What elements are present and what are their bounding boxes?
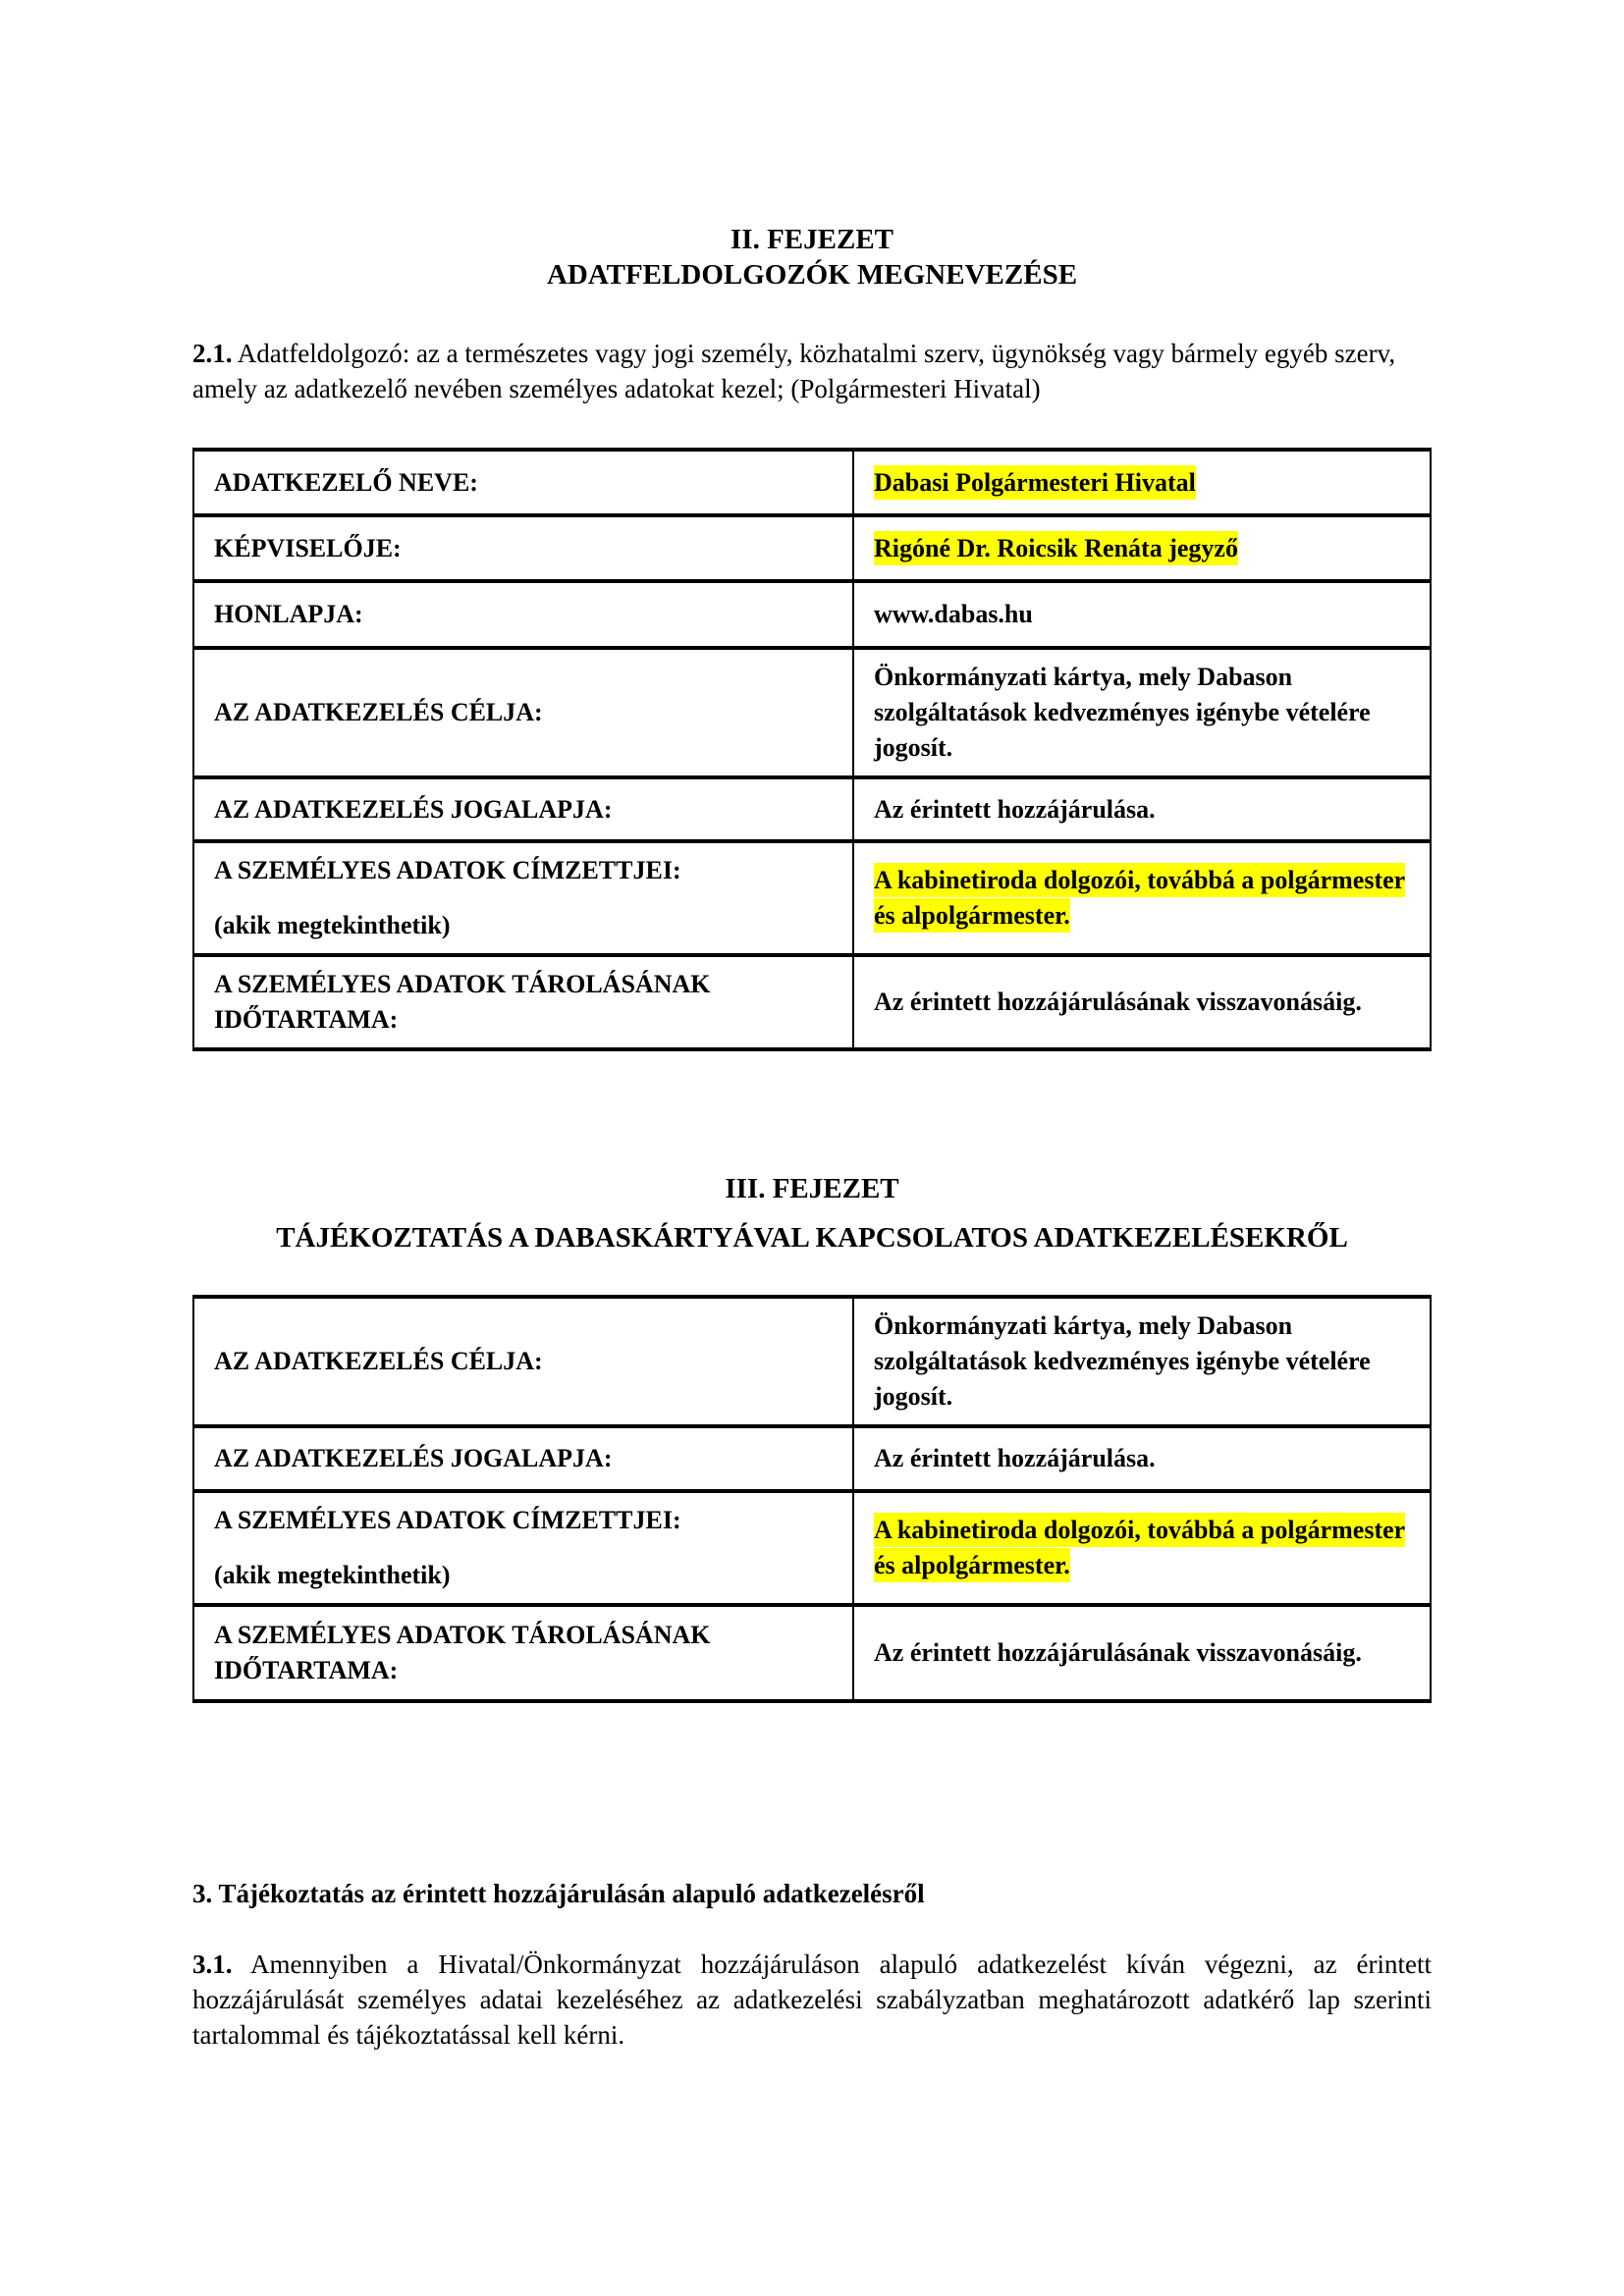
row-value: A kabinetiroda dolgozói, továbbá a polgármester és alpolgármester. <box>874 1513 1405 1582</box>
row-label-cell <box>193 1297 853 1426</box>
row-sublabel: (akik megtekinthetik) <box>214 911 451 939</box>
row-label: KÉPVISELŐJE: <box>214 533 402 562</box>
row-label-cell <box>193 841 853 955</box>
row-value: Az érintett hozzájárulása. <box>874 794 1156 824</box>
table-row <box>193 1297 1431 1426</box>
row-value-cell <box>853 1297 1431 1426</box>
row-label-cell <box>193 648 853 777</box>
chapter3-heading <box>192 1171 1432 1255</box>
chapter2-heading-line2: ADATFELDOLGOZÓK MEGNEVEZÉSE <box>546 259 1078 291</box>
row-label-cell <box>193 450 853 515</box>
table-row <box>193 581 1431 648</box>
row-value-cell <box>853 1426 1431 1491</box>
row-value-cell <box>853 450 1431 515</box>
row-value-cell <box>853 648 1431 777</box>
chapter3-heading-line1: III. FEJEZET <box>725 1173 899 1204</box>
row-label: A SZEMÉLYES ADATOK CÍMZETTJEI: <box>214 1506 681 1534</box>
table-row <box>193 1605 1431 1701</box>
paragraph-2-1-number: 2.1. <box>192 339 233 368</box>
row-label-cell <box>193 777 853 841</box>
row-label: AZ ADATKEZELÉS CÉLJA: <box>214 1347 543 1375</box>
row-label: ADATKEZELŐ NEVE: <box>214 467 478 497</box>
row-label-cell <box>193 955 853 1049</box>
row-value: Az érintett hozzájárulása. <box>874 1444 1156 1472</box>
paragraph-2-1-text: Adatfeldolgozó: az a természetes vagy jogi személy, közhatalmi szerv, ügynökség vagy bármely egyéb szerv, amely az adatkezelő nevében személyes adatokat kezel; (Polgármesteri Hivatal) <box>192 339 1396 403</box>
row-value: Az érintett hozzájárulásának visszavonásáig. <box>874 988 1362 1016</box>
row-label: AZ ADATKEZELÉS JOGALAPJA: <box>214 794 613 824</box>
paragraph-2-1 <box>192 336 1432 406</box>
chapter2-heading <box>192 0 1432 293</box>
row-label: AZ ADATKEZELÉS CÉLJA: <box>214 698 543 726</box>
row-label: A SZEMÉLYES ADATOK TÁROLÁSÁNAK IDŐTARTAMA: <box>214 970 711 1034</box>
row-label-cell <box>193 581 853 648</box>
table-row <box>193 777 1431 841</box>
row-sublabel: (akik megtekinthetik) <box>214 1561 451 1589</box>
chapter2-heading-line1: II. FEJEZET <box>731 224 893 255</box>
row-value-cell <box>853 1605 1431 1701</box>
row-value: www.dabas.hu <box>874 600 1033 628</box>
row-label: A SZEMÉLYES ADATOK CÍMZETTJEI: <box>214 856 681 884</box>
row-value-cell <box>853 515 1431 581</box>
row-label-cell <box>193 1426 853 1491</box>
paragraph-3-1-number: 3.1. <box>192 1949 233 1979</box>
chapter3-heading-line2: TÁJÉKOZTATÁS A DABASKÁRTYÁVAL KAPCSOLATOS ADATKEZELÉSEKRŐL <box>276 1222 1348 1254</box>
table-row <box>193 955 1431 1049</box>
row-value: Dabasi Polgármesteri Hivatal <box>874 465 1196 500</box>
row-value-cell <box>853 1491 1431 1605</box>
row-label: A SZEMÉLYES ADATOK TÁROLÁSÁNAK IDŐTARTAMA: <box>214 1621 711 1684</box>
data-controller-table <box>192 448 1432 1051</box>
row-value-cell <box>853 955 1431 1049</box>
row-label-cell <box>193 1491 853 1605</box>
row-label: HONLAPJA: <box>214 600 363 628</box>
row-value: Önkormányzati kártya, mely Dabason szolgáltatások kedvezményes igénybe vételére jogosít. <box>874 1311 1371 1411</box>
table-row <box>193 841 1431 955</box>
paragraph-3-1 <box>192 1947 1432 2053</box>
paragraph-3-1-text: Amennyiben a Hivatal/Önkormányzat hozzájáruláson alapuló adatkezelést kíván végezni, az érintett hozzájárulását személyes adatai kezeléséhez az adatkezelési szabályzatban meghatározott adatkérő lap szerinti tartalommal és tájékoztatással kell kérni. <box>192 1949 1432 2050</box>
section3-heading: 3. Tájékoztatás az érintett hozzájárulásán alapuló adatkezelésről <box>192 1879 925 1908</box>
table-row <box>193 1491 1431 1605</box>
table-row <box>193 1426 1431 1491</box>
table-row <box>193 515 1431 581</box>
dabas-card-table <box>192 1295 1432 1703</box>
row-value-cell <box>853 777 1431 841</box>
row-value-cell <box>853 841 1431 955</box>
row-label-cell <box>193 1605 853 1701</box>
row-label: AZ ADATKEZELÉS JOGALAPJA: <box>214 1444 613 1472</box>
table-row <box>193 450 1431 515</box>
row-value: Az érintett hozzájárulásának visszavonásáig. <box>874 1638 1362 1667</box>
row-value: Önkormányzati kártya, mely Dabason szolgáltatások kedvezményes igénybe vételére jogosít. <box>874 663 1371 762</box>
table-row <box>193 648 1431 777</box>
row-value-cell <box>853 581 1431 648</box>
row-value: Rigóné Dr. Roicsik Renáta jegyző <box>874 531 1238 565</box>
row-value: A kabinetiroda dolgozói, továbbá a polgármester és alpolgármester. <box>874 863 1405 933</box>
page-content <box>192 0 1432 2053</box>
row-label-cell <box>193 515 853 581</box>
